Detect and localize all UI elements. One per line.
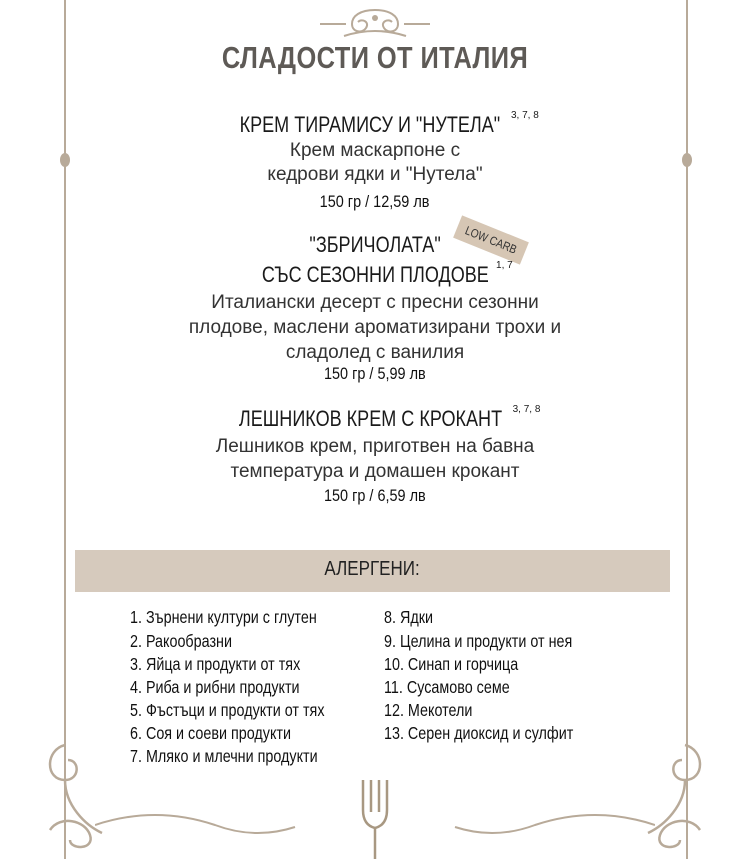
allergen-item: 1. Зърнени култури с глутен [130,607,317,627]
allergen-item: 2. Ракообразни [130,631,232,651]
dish-3-desc-line-2: температура и домашен крокант [230,461,520,482]
dish-1-desc-line-1: Крем маскарпоне с [289,140,461,161]
dish-1-desc-line-2: кедрови ядки и "Нутела" [267,164,483,185]
dish-3-allergens: 3, 7, 8 [512,404,541,415]
page-title: СЛАДОСТИ ОТ ИТАЛИЯ [221,40,529,75]
low-carb-badge: LOW CARB [453,215,529,264]
allergens-banner [75,550,670,592]
dish-2-desc-line-1: Италиански десерт с пресни сезонни [211,292,539,313]
dish-3-name: ЛЕШНИКОВ КРЕМ С КРОКАНТ $^{3, 7, 8}$ [238,404,541,431]
dish-2-allergens: 1, 7 [496,260,513,271]
allergen-item: 4. Риба и рибни продукти [130,677,300,697]
allergen-item: 7. Мляко и млечни продукти [130,746,318,766]
dish-1-title: КРЕМ ТИРАМИСУ И "НУТЕЛА" [239,112,501,137]
dish-1-name [0,112,750,138]
dish-3-price: 150 гр / 6,59 лв [324,486,426,505]
dish-2-desc-line-2: плодове, маслени ароматизирани трохи и [188,317,562,338]
allergen-item: 8. Ядки [384,607,433,627]
allergen-item: 10. Синап и горчица [384,654,519,674]
allergen-item: 6. Соя и соеви продукти [130,723,291,743]
allergen-item: 9. Целина и продукти от нея [384,631,573,651]
bottom-swirl [95,805,655,845]
allergen-item: 5. Фъстъци и продукти от тях [130,700,325,720]
allergens-title: АЛЕРГЕНИ: [324,558,421,580]
dish-3-desc-line-1: Лешников крем, приготвен на бавна [215,436,535,457]
allergen-item: 12. Мекотели [384,700,473,720]
allergen-item: 11. Сусамово семе [384,677,510,697]
dish-1-price: 150 гр / 12,59 лв [320,192,430,211]
dish-2-price: 150 гр / 5,99 лв [324,364,426,383]
top-ornament [300,4,450,44]
allergen-item: 13. Серен диоксид и сулфит [384,723,574,743]
dish-2-desc-line-3: сладолед с ванилия [285,342,465,363]
dish-2-name-line-1: "ЗБРИЧОЛАТА" [309,232,441,257]
allergen-item: 3. Яйца и продукти от тях [130,654,301,674]
dish-2-name-line-2: СЪС СЕЗОННИ ПЛОДОВЕ $^{1, 7}$ [262,260,513,287]
dish-1-allergens: 3, 7, 8 [510,110,539,121]
